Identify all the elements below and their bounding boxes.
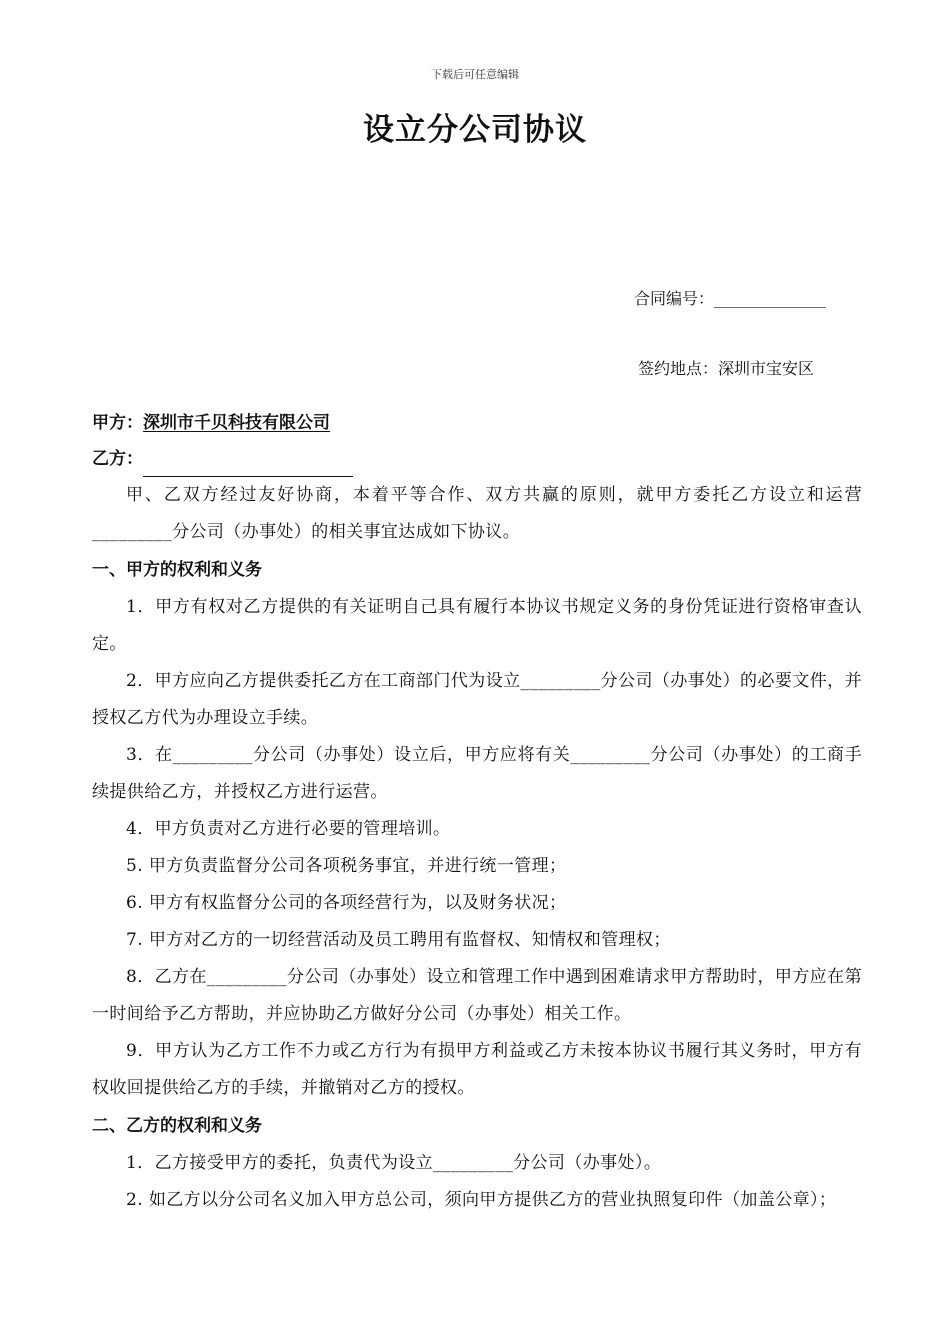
section-1-item: 8．乙方在_________分公司（办事处）设立和管理工作中遇到困难请求甲方帮助时，甲方应在第一时间给予乙方帮助，并应协助乙方做好分公司（办事处）相关工作。 [92, 967, 862, 1024]
header-note: 下载后可任意编辑 [431, 68, 519, 81]
contract-number-label: 合同编号： [634, 289, 715, 308]
section-1-item: 4．甲方负责对乙方进行必要的管理培训。 [126, 819, 451, 839]
section-2-item: 2. 如乙方以分公司名义加入甲方总公司，须向甲方提供乙方的营业执照复印件（加盖公章）； [126, 1190, 837, 1210]
section-1-item: 6. 甲方有权监督分公司的各项经营行为，以及财务状况； [126, 893, 567, 913]
party-a-name: 深圳市千贝科技有限公司 [143, 413, 330, 433]
party-b-label: 乙方： [92, 449, 143, 469]
contract-number-line [634, 286, 826, 309]
section-1-item: 2．甲方应向乙方提供委托乙方在工商部门代为设立_________分公司（办事处）的必要文件，并授权乙方代为办理设立手续。 [92, 671, 862, 728]
intro-paragraph: 甲、乙双方经过友好协商，本着平等合作、双方共赢的原则，就甲方委托乙方设立和运营_________分公司（办事处）的相关事宜达成如下协议。 [92, 485, 862, 542]
section-1-item: 5. 甲方负责监督分公司各项税务事宜，并进行统一管理； [126, 856, 567, 876]
document-title: 设立分公司协议 [363, 112, 587, 148]
section-1-item: 7. 甲方对乙方的一切经营活动及员工聘用有监督权、知情权和管理权； [126, 930, 671, 950]
signing-place-line [638, 356, 814, 379]
section-2-item: 1．乙方接受甲方的委托，负责代为设立_________分公司（办事处）。 [126, 1153, 662, 1173]
section-1-item: 9．甲方认为乙方工作不力或乙方行为有损甲方利益或乙方未按本协议书履行其义务时，甲方有权收回提供给乙方的手续，并撤销对乙方的授权。 [92, 1041, 862, 1098]
signing-place-label: 签约地点： [638, 359, 719, 378]
party-b-blank [143, 452, 353, 477]
section-1-item: 3．在_________分公司（办事处）设立后，甲方应将有关_________分公司（办事处）的工商手续提供给乙方，并授权乙方进行运营。 [92, 745, 862, 802]
signing-place-value: 深圳市宝安区 [718, 359, 815, 378]
party-a [92, 405, 862, 441]
party-a-label: 甲方： [92, 413, 143, 433]
section-1-item: 1．甲方有权对乙方提供的有关证明自己具有履行本协议书规定义务的身份凭证进行资格审查认定。 [92, 597, 862, 654]
party-b [92, 441, 862, 477]
section-2-title: 二、乙方的权利和义务 [92, 1116, 262, 1136]
document-body [92, 405, 862, 1219]
section-1-title: 一、甲方的权利和义务 [92, 560, 262, 580]
contract-number-value: ______________ [714, 289, 827, 308]
